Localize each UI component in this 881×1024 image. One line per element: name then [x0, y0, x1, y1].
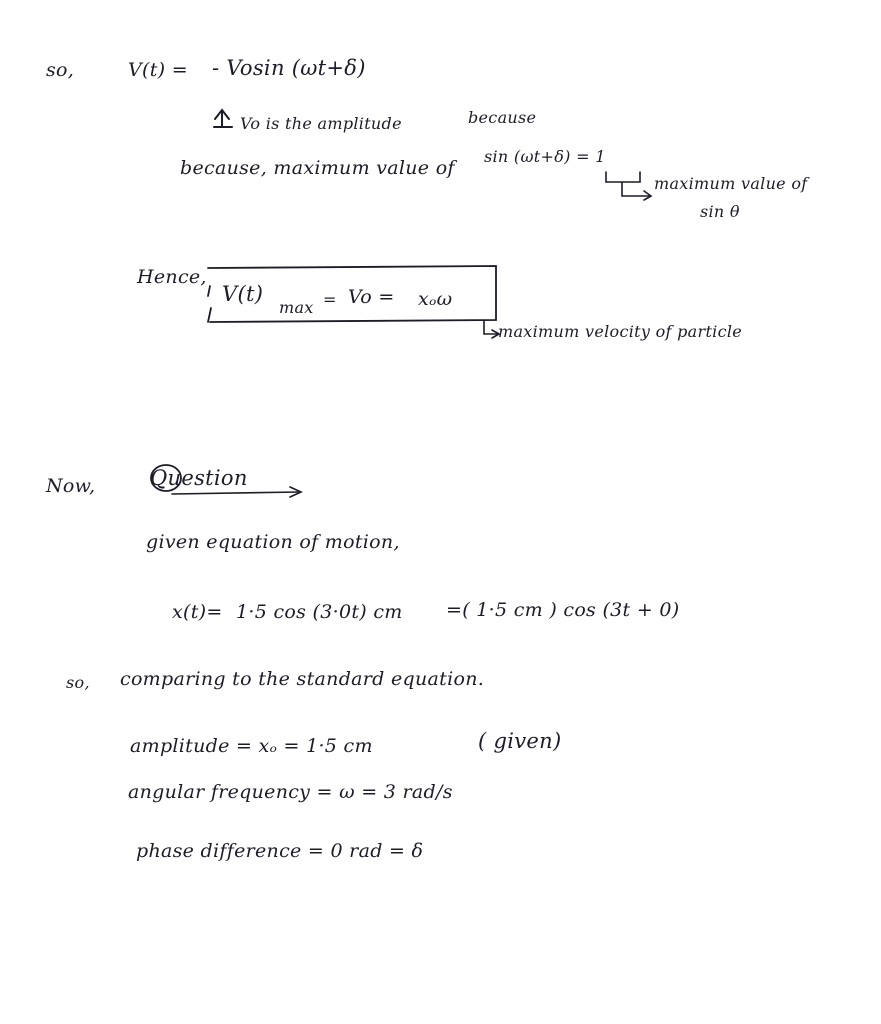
- boxed-velocity-lhs: V(t): [222, 282, 264, 306]
- given-note: ( given): [478, 729, 562, 753]
- given-equation-line: given equation of motion,: [146, 531, 400, 553]
- boxed-value: xₒω: [418, 288, 453, 310]
- because-right-note: because: [468, 108, 537, 127]
- motion-equation-lhs: x(t)=: [172, 601, 223, 623]
- question-heading: Question: [150, 466, 248, 490]
- max-value-annotation-line1: maximum value of: [654, 174, 808, 193]
- amplitude-line: amplitude = xₒ = 1·5 cm: [130, 735, 373, 757]
- now-label: Now,: [46, 475, 96, 497]
- phase-difference-line: phase difference = 0 rad = δ: [136, 840, 424, 862]
- corner-arrow-icon: [484, 320, 499, 338]
- motion-equation-rhs: =( 1·5 cm ) cos (3t + 0): [446, 599, 680, 621]
- velocity-equation-rhs: - Vosin (ωt+δ): [212, 56, 366, 80]
- up-arrow-icon: [214, 110, 232, 127]
- bracket-arrow-icon: [606, 172, 651, 200]
- boxed-velocity-subscript: max: [279, 298, 314, 317]
- max-velocity-annotation: maximum velocity of particle: [498, 322, 743, 341]
- boxed-vo: Vo =: [348, 286, 395, 308]
- compare-so-label: so,: [66, 673, 90, 692]
- because-max-value-note: because, maximum value of: [180, 157, 455, 179]
- hence-label: Hence,: [137, 266, 207, 288]
- sin-expression: sin (ωt+δ) = 1: [484, 147, 606, 166]
- velocity-equation-lhs: V(t) =: [128, 59, 188, 81]
- angular-frequency-line: angular frequency = ω = 3 rad/s: [128, 781, 453, 803]
- comparing-line: comparing to the standard equation.: [120, 668, 485, 690]
- so-label: so,: [46, 59, 75, 81]
- boxed-equals: =: [323, 290, 337, 309]
- motion-equation-mid: 1·5 cos (3·0t) cm: [236, 601, 403, 623]
- amplitude-note: Vo is the amplitude: [240, 114, 402, 133]
- max-value-annotation-line2: sin θ: [700, 202, 740, 221]
